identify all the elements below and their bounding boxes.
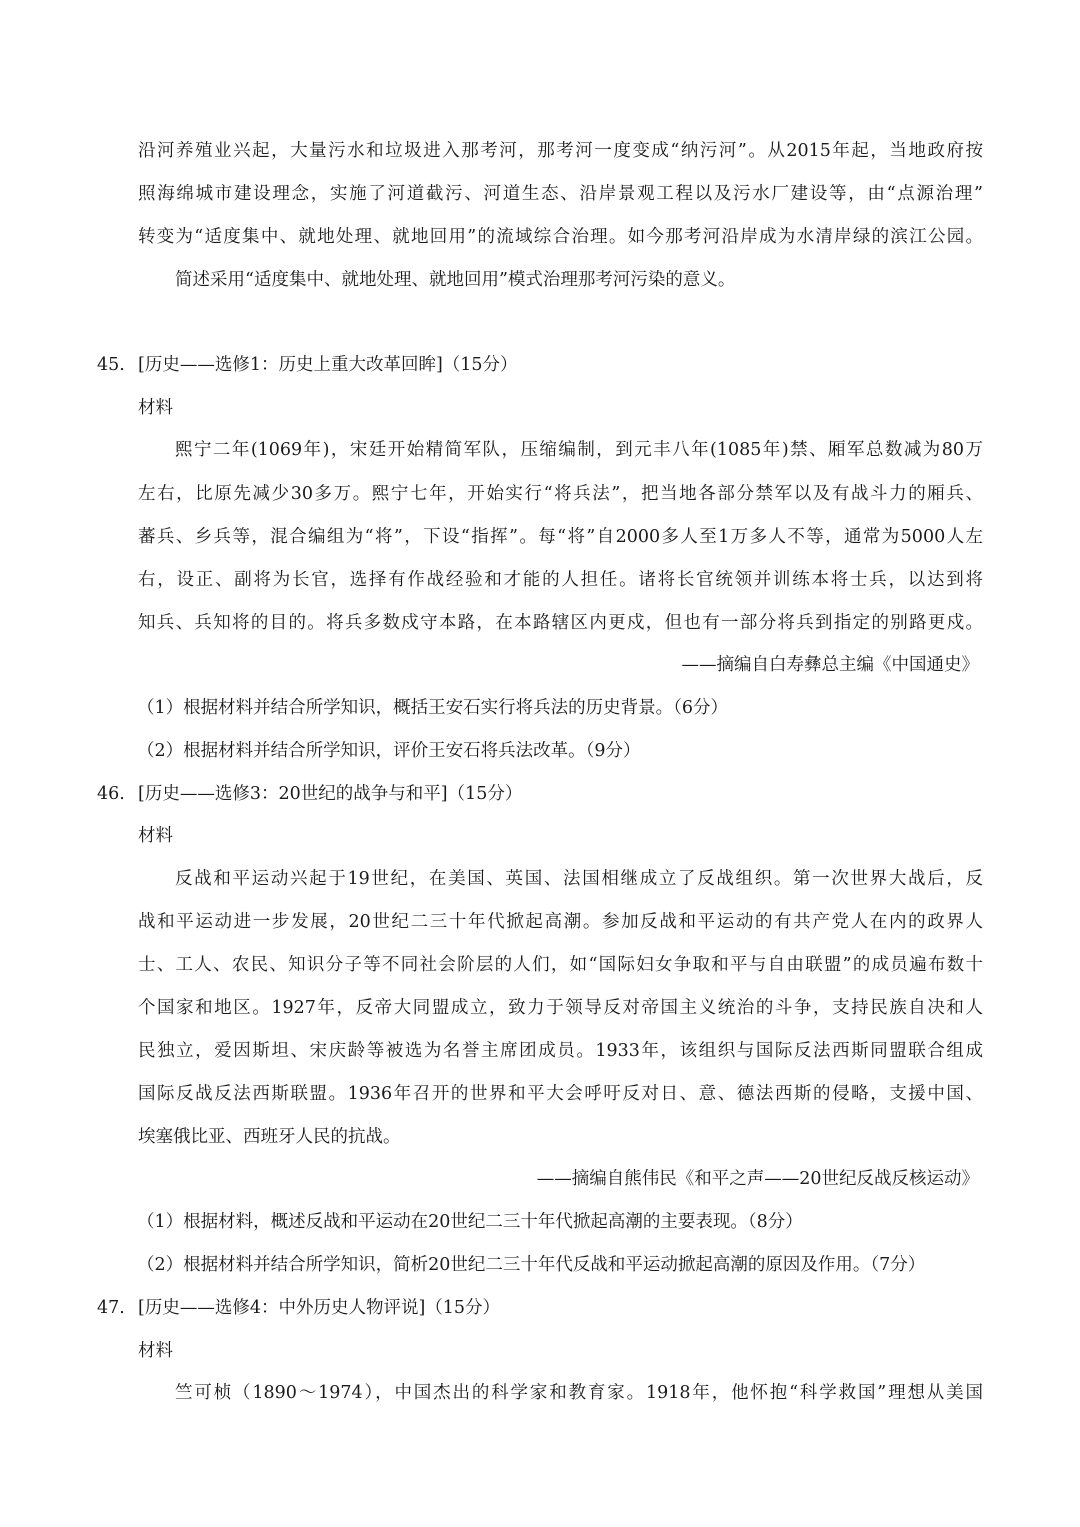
q46-number: 46.	[97, 784, 125, 804]
q45-sub-question-1: （1）根据材料并结合所学知识，概括王安石实行将兵法的历史背景。（6分）	[137, 698, 729, 718]
q46-material-label: 材料	[138, 826, 173, 846]
q47-material-label: 材料	[138, 1341, 173, 1361]
q44-paragraph-line: 照海绵城市建设理念，实施了河道截污、河道生态、沿岸景观工程以及污水厂建设等，由“点源治理”	[138, 184, 983, 204]
q44-paragraph-line: 沿河养殖业兴起，大量污水和垃圾进入那考河，那考河一度变成“纳污河”。从2015年起，当地政府按	[138, 141, 983, 161]
q45-paragraph-line: 左右，比原先减少30多万。熙宁七年，开始实行“将兵法”，把当地各部分禁军以及有战斗力的厢兵、	[138, 484, 983, 504]
q45-source: ——摘编自白寿彝总主编《中国通史》	[681, 655, 979, 675]
q45-title: [历史——选修1：历史上重大改革回眸]（15分）	[138, 355, 518, 375]
q45-material-label: 材料	[138, 398, 173, 418]
q46-paragraph-line: 个国家和地区。1927年，反帝大同盟成立，致力于领导反对帝国主义统治的斗争，支持民族自决和人	[138, 998, 983, 1018]
q46-paragraph-line: 士、工人、农民、知识分子等不同社会阶层的人们，如“国际妇女争取和平与自由联盟”的成员遍布数十	[138, 955, 983, 975]
q46-paragraph-line: 埃塞俄比亚、西班牙人民的抗战。	[138, 1127, 401, 1147]
q45-number: 45.	[97, 355, 125, 375]
q44-paragraph-line: 转变为“适度集中、就地处理、就地回用”的流域综合治理。如今那考河沿岸成为水清岸绿的滨江公园。	[138, 227, 983, 247]
q47-number: 47.	[97, 1298, 125, 1318]
q45-paragraph-line: 知兵、兵知将的目的。将兵多数戍守本路，在本路辖区内更戍，但也有一部分将兵到指定的别路更戍。	[138, 613, 983, 633]
q45-paragraph-line: 右，设正、副将为长官，选择有作战经验和才能的人担任。诸将长官统领并训练本将士兵，以达到将	[138, 570, 983, 590]
q47-paragraph-line: 竺可桢（1890～1974），中国杰出的科学家和教育家。1918年，他怀抱“科学救国”理想从美国	[175, 1383, 983, 1403]
q46-paragraph-line: 民独立，爱因斯坦、宋庆龄等被选为名誉主席团成员。1933年，该组织与国际反法西斯同盟联合组成	[138, 1041, 983, 1061]
q44-question: 简述采用“适度集中、就地处理、就地回用”模式治理那考河污染的意义。	[175, 270, 736, 290]
q46-title: [历史——选修3：20世纪的战争与和平]（15分）	[138, 784, 523, 804]
q46-sub-question-1: （1）根据材料，概述反战和平运动在20世纪二三十年代掀起高潮的主要表现。（8分）	[137, 1212, 803, 1232]
q46-paragraph-line: 反战和平运动兴起于19世纪，在美国、英国、法国相继成立了反战组织。第一次世界大战后，反	[175, 869, 983, 889]
q46-source: ——摘编自熊伟民《和平之声——20世纪反战反核运动》	[536, 1169, 979, 1189]
q45-sub-question-2: （2）根据材料并结合所学知识，评价王安石将兵法改革。（9分）	[137, 741, 641, 761]
q46-paragraph-line: 国际反战反法西斯联盟。1936年召开的世界和平大会呼吁反对日、意、德法西斯的侵略，支援中国、	[138, 1084, 983, 1104]
q45-paragraph-line: 蕃兵、乡兵等，混合编组为“将”，下设“指挥”。每“将”自2000多人至1万多人不等，通常为5000人左	[138, 527, 983, 547]
q46-sub-question-2: （2）根据材料并结合所学知识，简析20世纪二三十年代反战和平运动掀起高潮的原因及作用。（7分）	[137, 1255, 926, 1275]
q45-paragraph-line: 熙宁二年(1069年)，宋廷开始精简军队，压缩编制，到元丰八年(1085年)禁、厢军总数减为80万	[175, 440, 983, 460]
q47-title: [历史——选修4：中外历史人物评说]（15分）	[138, 1298, 501, 1318]
q46-paragraph-line: 战和平运动进一步发展，20世纪二三十年代掀起高潮。参加反战和平运动的有共产党人在内的政界人	[138, 912, 983, 932]
